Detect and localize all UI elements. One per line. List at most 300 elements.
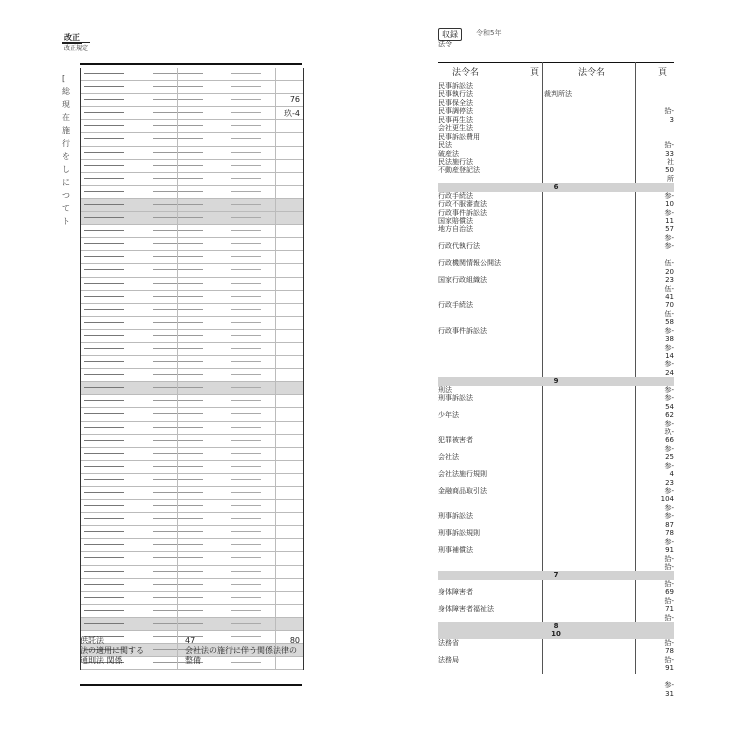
- list-item: [438, 411, 674, 419]
- cell-divider: [275, 474, 276, 486]
- list-item: [438, 166, 674, 174]
- table-row: [81, 343, 303, 356]
- cell-text-line: [153, 191, 203, 192]
- cell-text-line: [153, 138, 203, 139]
- cell-text-line: [84, 531, 124, 532]
- cell-text-line: [231, 112, 261, 113]
- cell-text-line: [153, 413, 203, 414]
- column-header-law-name-2: 法令名: [578, 68, 606, 78]
- law-name: 犯罪被害者: [438, 436, 473, 445]
- table-row: [81, 369, 303, 382]
- cell-text-line: [231, 178, 261, 179]
- page-ref: 70: [665, 301, 674, 310]
- footer-left-line: 供託法: [80, 636, 104, 645]
- list-item: [438, 242, 674, 250]
- cell-text-line: [84, 361, 124, 362]
- cell-text-line: [84, 99, 124, 100]
- cell-text-line: [231, 309, 261, 310]
- list-item: [438, 369, 674, 377]
- list-item: [438, 327, 674, 335]
- law-name: 民事再生法: [438, 115, 473, 124]
- cell-divider: [275, 238, 276, 250]
- list-item: [438, 209, 674, 217]
- cell-text-line: [84, 374, 124, 375]
- list-item: [438, 479, 674, 487]
- cell-text-line: [84, 125, 124, 126]
- list-item: [438, 259, 674, 267]
- list-item: [438, 647, 674, 655]
- list-item: [438, 133, 674, 141]
- cell-divider: [177, 487, 178, 499]
- list-item: [438, 673, 674, 681]
- page-ref: 拾-: [664, 655, 674, 664]
- cell-text-line: [153, 348, 203, 349]
- cell-text-line: [153, 322, 203, 323]
- list-item: [438, 538, 674, 546]
- cell-text-line: [231, 322, 261, 323]
- table-row: [81, 605, 303, 618]
- cell-text-line: [84, 296, 124, 297]
- cell-text-line: [153, 178, 203, 179]
- cell-divider: [177, 657, 178, 669]
- gutter-glyph: 行: [62, 139, 70, 148]
- law-name: 行政事件訴訟法: [438, 326, 487, 335]
- cell-divider: [177, 552, 178, 564]
- cell-divider: [275, 513, 276, 525]
- list-item: [438, 656, 674, 664]
- left-page-gutter: [62, 72, 76, 302]
- law-name: 会社更生法: [438, 124, 473, 133]
- list-item: [438, 420, 674, 428]
- cell-divider: [275, 500, 276, 512]
- page-ref: 所: [667, 174, 674, 183]
- footer-right-line: 80: [289, 636, 300, 645]
- table-row: [81, 278, 303, 291]
- law-name: 国家賠償法: [438, 217, 473, 225]
- gutter-glyph: に: [62, 178, 70, 187]
- cell-divider: [177, 579, 178, 591]
- list-item: [438, 158, 674, 166]
- cell-text-line: [231, 165, 261, 166]
- page-ref: 11: [665, 217, 674, 225]
- cell-divider: [177, 526, 178, 538]
- list-item: [438, 285, 674, 293]
- cell-divider: [275, 579, 276, 591]
- cell-divider: [275, 173, 276, 185]
- cell-text-line: [153, 610, 203, 611]
- cell-text-line: [84, 309, 124, 310]
- cell-text-line: [84, 557, 124, 558]
- right-page-tag: 収録: [438, 28, 462, 41]
- law-name: 金融商品取引法: [438, 487, 487, 495]
- table-row: [81, 382, 303, 395]
- cell-text-line: [84, 230, 124, 231]
- page-ref: 4: [669, 470, 674, 479]
- table-row: [81, 107, 303, 120]
- cell-divider: [177, 225, 178, 237]
- cell-divider: [275, 264, 276, 276]
- cell-divider: [177, 264, 178, 276]
- cell-divider: [177, 173, 178, 185]
- cell-text-line: [153, 518, 203, 519]
- cell-text-line: [153, 453, 203, 454]
- page-ref: 91: [665, 546, 674, 555]
- row-page-ref: 玖-4: [284, 109, 300, 119]
- cell-text-line: [231, 243, 261, 244]
- cell-text-line: [84, 610, 124, 611]
- cell-divider: [177, 356, 178, 368]
- list-item: [438, 335, 674, 343]
- cell-divider: [275, 68, 276, 80]
- cell-text-line: [231, 283, 261, 284]
- cell-text-line: [153, 309, 203, 310]
- list-item: [438, 352, 674, 360]
- cell-text-line: [153, 152, 203, 153]
- law-name: 会社法: [438, 453, 459, 462]
- cell-divider: [275, 448, 276, 460]
- cell-divider: [177, 631, 178, 643]
- cell-text-line: [84, 518, 124, 519]
- page-ref: 23: [665, 276, 674, 285]
- list-item: [438, 597, 674, 605]
- list-item: [438, 200, 674, 208]
- page-ref: 参-: [664, 461, 674, 470]
- cell-divider: [177, 212, 178, 224]
- cell-text-line: [231, 571, 261, 572]
- cell-divider: [177, 474, 178, 486]
- section-band: [438, 622, 674, 630]
- cell-text-line: [153, 217, 203, 218]
- law-name: 少年法: [438, 411, 459, 420]
- list-item: [438, 268, 674, 276]
- footer-right-col: [290, 636, 300, 646]
- law-name: 法務省: [438, 638, 459, 647]
- cell-divider: [275, 369, 276, 381]
- cell-divider: [177, 160, 178, 172]
- page-ref: 参-: [664, 512, 674, 521]
- cell-text-line: [84, 217, 124, 218]
- law-name: 民法: [438, 141, 452, 150]
- page-ref: 参-: [664, 394, 674, 403]
- list-item: [438, 293, 674, 301]
- law-name: 刑事訴訟法: [438, 512, 473, 521]
- list-item: [438, 487, 674, 495]
- table-row: [81, 160, 303, 173]
- list-item: [438, 436, 674, 444]
- cell-divider: [275, 356, 276, 368]
- cell-divider: [177, 330, 178, 342]
- table-row: [81, 225, 303, 238]
- cell-divider: [275, 395, 276, 407]
- page-ref: 参-: [664, 233, 674, 242]
- cell-text-line: [153, 479, 203, 480]
- cell-text-line: [84, 178, 124, 179]
- cell-divider: [275, 408, 276, 420]
- cell-text-line: [231, 335, 261, 336]
- cell-text-line: [153, 361, 203, 362]
- page-ref: 参-: [664, 242, 674, 251]
- cell-divider: [177, 382, 178, 394]
- cell-divider: [177, 513, 178, 525]
- table-row: [81, 173, 303, 186]
- page-ref: 66: [665, 436, 674, 445]
- gutter-glyph: ト: [62, 217, 70, 226]
- page-ref: 参-: [664, 343, 674, 352]
- law-name: 民事訴訟法: [438, 82, 473, 90]
- page-ref: 参-: [664, 444, 674, 453]
- cell-divider: [177, 251, 178, 263]
- table-row: [81, 526, 303, 539]
- page-ref: 拾-: [664, 638, 674, 647]
- cell-text-line: [231, 86, 261, 87]
- cell-divider: [275, 526, 276, 538]
- list-item: [438, 82, 674, 90]
- cell-text-line: [231, 453, 261, 454]
- cell-divider: [275, 317, 276, 329]
- cell-divider: [177, 133, 178, 145]
- page-ref: 拾-: [664, 107, 674, 116]
- cell-divider: [275, 605, 276, 617]
- cell-text-line: [231, 544, 261, 545]
- cell-text-line: [84, 204, 124, 205]
- cell-text-line: [84, 165, 124, 166]
- cell-text-line: [153, 296, 203, 297]
- cell-text-line: [231, 427, 261, 428]
- cell-divider: [275, 487, 276, 499]
- law-name: 民事調停法: [438, 107, 473, 116]
- cell-text-line: [231, 256, 261, 257]
- page-ref: 玖-: [664, 427, 674, 436]
- table-row: [81, 448, 303, 461]
- page-ref: 31: [665, 689, 674, 698]
- table-row: [81, 304, 303, 317]
- law-name: 身体障害者福祉法: [438, 605, 494, 614]
- table-row: [81, 618, 303, 631]
- cell-divider: [275, 107, 276, 119]
- cell-divider: [177, 199, 178, 211]
- cell-text-line: [84, 479, 124, 480]
- cell-text-line: [153, 283, 203, 284]
- gutter-glyph: を: [62, 152, 70, 161]
- cell-text-line: [231, 610, 261, 611]
- cell-divider: [275, 199, 276, 211]
- page-ref: 拾-: [664, 562, 674, 571]
- cell-divider: [177, 81, 178, 93]
- list-item: [438, 504, 674, 512]
- cell-text-line: [231, 374, 261, 375]
- cell-text-line: [84, 322, 124, 323]
- list-item: [438, 495, 674, 503]
- page-ref: 87: [665, 520, 674, 529]
- table-row: [81, 408, 303, 421]
- right-page-column-headers: [438, 64, 674, 80]
- cell-divider: [275, 304, 276, 316]
- cell-text-line: [84, 492, 124, 493]
- cell-text-line: [153, 374, 203, 375]
- law-name: 行政代執行法: [438, 242, 480, 251]
- page-ref: 社: [667, 157, 674, 166]
- cell-text-line: [153, 492, 203, 493]
- cell-divider: [275, 186, 276, 198]
- cell-text-line: [153, 597, 203, 598]
- section-band: [438, 571, 674, 579]
- page-ref: 拾-: [664, 554, 674, 563]
- cell-text-line: [153, 204, 203, 205]
- list-item: [438, 99, 674, 107]
- cell-divider: [275, 566, 276, 578]
- cell-text-line: [84, 86, 124, 87]
- left-page-subtag: 改正規定: [62, 42, 90, 52]
- table-row: [81, 474, 303, 487]
- cell-divider: [275, 133, 276, 145]
- list-item: [438, 605, 674, 613]
- law-name: 刑事訴訟法: [438, 394, 473, 403]
- cell-text-line: [153, 584, 203, 585]
- cell-divider: [275, 552, 276, 564]
- gutter-glyph: 総: [62, 87, 70, 96]
- footer-mid-line: 47: [185, 636, 196, 645]
- list-item: [438, 301, 674, 309]
- cell-text-line: [231, 557, 261, 558]
- cell-text-line: [153, 440, 203, 441]
- list-item: [438, 175, 674, 183]
- cell-text-line: [84, 400, 124, 401]
- list-item: [438, 529, 674, 537]
- cell-text-line: [84, 571, 124, 572]
- page-ref: 3: [669, 115, 674, 124]
- table-row: [81, 317, 303, 330]
- list-item: [438, 276, 674, 284]
- cell-text-line: [231, 466, 261, 467]
- law-name: 民事執行法: [438, 90, 473, 99]
- law-name: 行政不服審査法: [438, 200, 487, 209]
- cell-divider: [177, 605, 178, 617]
- law-name: 行政事件訴訟法: [438, 208, 487, 217]
- cell-text-line: [231, 361, 261, 362]
- cell-text-line: [231, 505, 261, 506]
- section-number: 10: [551, 630, 561, 639]
- section-number: 8: [553, 622, 559, 630]
- table-row: [81, 461, 303, 474]
- cell-text-line: [153, 571, 203, 572]
- page-ref: 71: [665, 605, 674, 614]
- right-page-rows: [438, 82, 674, 698]
- page-ref: 参-: [664, 503, 674, 512]
- cell-text-line: [231, 73, 261, 74]
- cell-text-line: [231, 269, 261, 270]
- list-item: [438, 150, 674, 158]
- list-item: [438, 251, 674, 259]
- list-item: [438, 428, 674, 436]
- cell-divider: [177, 120, 178, 132]
- list-item: [438, 614, 674, 622]
- table-row: [81, 291, 303, 304]
- cell-text-line: [231, 296, 261, 297]
- cell-divider: [275, 618, 276, 630]
- list-item: [438, 403, 674, 411]
- list-item: [438, 453, 674, 461]
- left-page-table: [80, 68, 304, 670]
- cell-divider: [177, 238, 178, 250]
- list-item: [438, 521, 674, 529]
- cell-divider: [177, 369, 178, 381]
- page-ref: 参-: [664, 385, 674, 394]
- left-page-top-rule: [80, 63, 302, 65]
- cell-text-line: [84, 597, 124, 598]
- page-ref: 参-: [664, 360, 674, 369]
- left-page-bottom-rule: [80, 684, 302, 686]
- page-ref: 57: [665, 225, 674, 234]
- cell-text-line: [231, 138, 261, 139]
- list-item: [438, 512, 674, 520]
- table-row: [81, 566, 303, 579]
- cell-divider: [177, 107, 178, 119]
- cell-divider: [275, 422, 276, 434]
- gutter-glyph: [: [62, 74, 66, 83]
- list-item: [438, 90, 674, 98]
- page-ref: 伍-: [664, 284, 674, 293]
- law-name: 地方自治法: [438, 225, 473, 234]
- page-ref: 参-: [664, 537, 674, 546]
- cell-divider: [177, 448, 178, 460]
- cell-text-line: [84, 505, 124, 506]
- law-name: 身体障害者: [438, 588, 473, 597]
- page-ref: 25: [665, 453, 674, 462]
- table-row: [81, 120, 303, 133]
- cell-text-line: [84, 453, 124, 454]
- table-row: [81, 94, 303, 107]
- cell-text-line: [153, 557, 203, 558]
- cell-text-line: [231, 597, 261, 598]
- cell-text-line: [84, 387, 124, 388]
- page-ref: 参-: [664, 419, 674, 428]
- list-item: [438, 192, 674, 200]
- cell-divider: [177, 435, 178, 447]
- list-item: [438, 107, 674, 115]
- cell-text-line: [231, 348, 261, 349]
- cell-divider: [275, 291, 276, 303]
- table-row: [81, 68, 303, 81]
- table-row: [81, 552, 303, 565]
- section-number: 9: [553, 377, 559, 386]
- cell-text-line: [153, 466, 203, 467]
- cell-divider: [177, 147, 178, 159]
- page-ref: 拾-: [664, 579, 674, 588]
- left-page: [62, 28, 302, 688]
- law-name: 不動産登記法: [438, 166, 480, 175]
- cell-text-line: [153, 427, 203, 428]
- table-row: [81, 133, 303, 146]
- cell-divider: [177, 408, 178, 420]
- cell-divider: [177, 343, 178, 355]
- cell-text-line: [153, 256, 203, 257]
- cell-divider: [177, 566, 178, 578]
- cell-text-line: [84, 112, 124, 113]
- cell-divider: [177, 304, 178, 316]
- cell-text-line: [231, 623, 261, 624]
- cell-text-line: [84, 466, 124, 467]
- cell-divider: [177, 291, 178, 303]
- law-name: 刑法: [438, 385, 452, 394]
- cell-divider: [275, 382, 276, 394]
- cell-text-line: [153, 269, 203, 270]
- table-row: [81, 186, 303, 199]
- cell-text-line: [153, 125, 203, 126]
- table-row: [81, 356, 303, 369]
- cell-text-line: [84, 191, 124, 192]
- page-ref: 参-: [664, 487, 674, 495]
- cell-text-line: [84, 283, 124, 284]
